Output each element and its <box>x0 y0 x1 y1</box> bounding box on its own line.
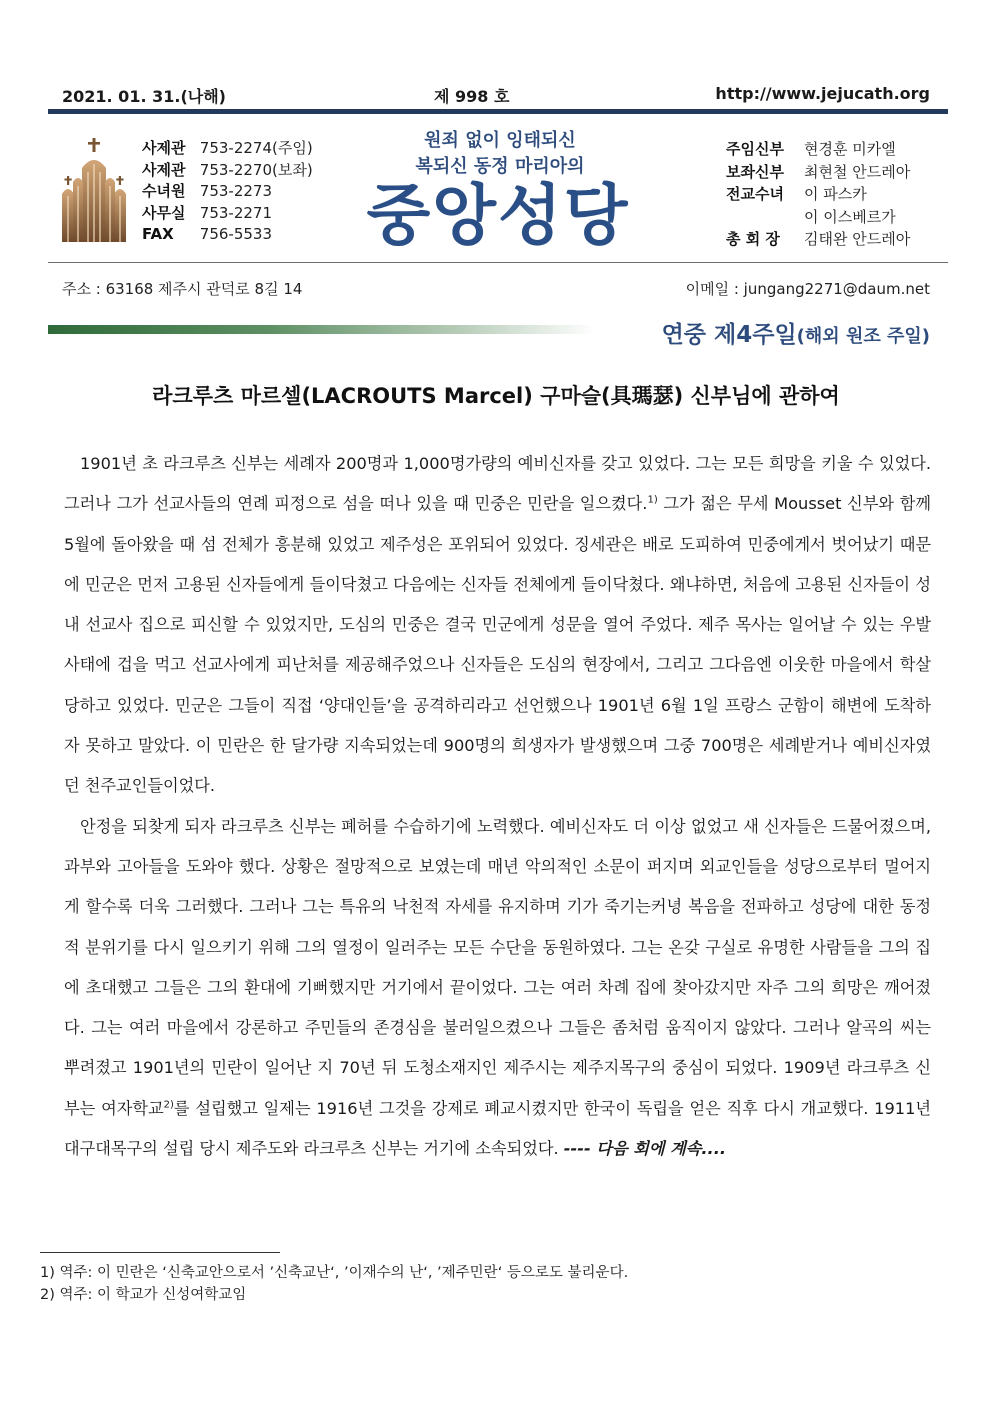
contact-number: 753-2271 <box>199 203 272 222</box>
clergy-role: 전교수녀 <box>726 185 784 203</box>
motto-line: 원죄 없이 잉태되신 <box>424 130 576 151</box>
contact-label: 사제관 <box>142 160 186 179</box>
contact-row <box>142 181 313 203</box>
clergy-list <box>726 138 910 251</box>
clergy-row <box>726 138 910 161</box>
clergy-name: 현경훈 미카엘 <box>804 140 896 158</box>
clergy-row <box>726 228 910 251</box>
header-divider <box>48 262 948 263</box>
website-link[interactable]: http://www.jejucath.org <box>715 84 930 103</box>
article-paragraph <box>64 444 931 807</box>
church-logo-icon <box>58 138 130 242</box>
church-name: 중앙성당 <box>366 177 630 254</box>
footnotes <box>40 1262 628 1306</box>
paragraph-text: 안정을 되찾게 되자 라크루츠 신부는 폐허를 수습하기에 노력했다. 예비신자도 더 이상 없었고 새 신자들은 드물어졌으며, 과부와 고아들을 도와야 했다. 상황은 절망적으로 보였는데 매년 악의적인 소문이 퍼지며 외교인들을 성당으로부터 멀어지게 할수록 더욱 그러했다. 그러나 그는 특유의 낙천적 자세를 유지하며 기가 죽기는커녕 복음을 전파하고 성당에 대한 동정적 분위기를 다시 일으키기 위해 그의 열정이 일러주는 모든 수단을 동원하였다. 그는 온갖 구실로 유명한 사람들을 그의 집에 초대했고 그들은 그의 환대에 기뻐했지만 거기에서 끝이었다. 그는 여러 차례 집에 찾아갔지만 자주 그의 희망은 깨어졌다. 그는 여러 마을에서 강론하고 주민들의 존경심을 불러일으켰으나 그들은 좀처럼 움직이지 않았다. 그러나 알곡의 씨는 뿌려졌고 1901년의 민란이 일어난 지 70년 뒤 도청소재지인 제주시는 제주지목구의 중심이 되었다. 1909년 라크루츠 신부는 여자학교 <box>64 816 931 1118</box>
issue-number: 제 998 호 <box>434 87 510 106</box>
contact-label: 수녀원 <box>142 182 186 200</box>
footnote-ref: 2) <box>163 1099 174 1111</box>
contact-row <box>142 224 313 246</box>
contact-row <box>142 203 313 225</box>
liturgical-sunday <box>662 316 930 349</box>
decorative-gradient-bar <box>48 325 596 334</box>
contact-label: 사제관 <box>142 139 186 157</box>
clergy-name: 이 이스베르가 <box>804 207 896 226</box>
paragraph-text: 그가 젊은 무세 Mousset 신부와 함께 5월에 돌아왔을 때 섬 전체가 흥분해 있었고 제주성은 포위되어 있었다. 징세관은 배로 도피하여 민중에게서 벗어났기 때문에 민군은 먼저 고용된 신자들에게 들이닥쳤고 다음에는 신자들 전체에게 들이닥쳤다. 왜냐하면, 처음에 고용된 신자들이 성내 선교사 집으로 피신할 수 있었지만, 도심의 민중은 결국 민군에게 성문을 열어 주었다. 제주 목사는 일어날 수 있는 우발사태에 겁을 먹고 선교사에게 피난처를 제공해주었으나 신자들은 도심의 현장에서, 그리고 그다음엔 이웃한 마을에서 학살당하고 있었다. 민군은 그들이 직접 ‘양대인들’을 공격하리라고 선언했으나 1901년 6월 1일 프랑스 군함이 해변에 도착하자 못하고 말았다. 이 민란은 한 달가량 지속되었는데 900명의 희생자가 발생했으며 그중 700명은 세례받거나 예비신자였던 천주교인들이었다. <box>64 494 931 796</box>
contact-label: 사무실 <box>142 203 186 222</box>
contact-number: 753-2270(보좌) <box>199 160 313 179</box>
contact-row <box>142 160 313 182</box>
masthead-divider <box>48 109 948 114</box>
contact-number: 753-2274(주임) <box>199 139 313 157</box>
motto-line: 복되신 동정 마리아의 <box>415 156 585 177</box>
clergy-name: 최현철 안드레아 <box>804 162 911 181</box>
clergy-row <box>726 183 910 206</box>
article-paragraph <box>64 807 931 1170</box>
clergy-name: 김태완 안드레아 <box>804 230 911 248</box>
clergy-role: 총 회 장 <box>726 230 780 248</box>
clergy-name: 이 파스카 <box>804 185 867 203</box>
to-be-continued: ---- 다음 회에 계속.... <box>563 1139 726 1159</box>
contact-number: 756-5533 <box>199 225 272 243</box>
contact-row <box>142 138 313 160</box>
footnote-divider <box>40 1252 280 1253</box>
church-email[interactable]: 이메일 : jungang2271@daum.net <box>685 280 930 298</box>
sunday-title: 연중 제4주일 <box>661 322 797 348</box>
clergy-row <box>726 161 910 184</box>
clergy-role: 보좌신부 <box>726 162 784 181</box>
contact-label: FAX <box>142 225 174 243</box>
article-title: 라크루츠 마르셀(LACROUTS Marcel) 구마슬(具瑪瑟) 신부님에 관하여 <box>152 384 840 408</box>
church-address: 주소 : 63168 제주시 관덕로 8길 14 <box>62 280 303 298</box>
contact-list <box>142 138 313 246</box>
footnote-ref: 1) <box>647 494 658 506</box>
issue-date: 2021. 01. 31.(나해) <box>62 87 226 106</box>
footnote: 1) 역주: 이 민란은 ‘신축교안으로서 ’신축교난‘, ’이재수의 난‘, ’제주민란‘ 등으로도 불리운다. <box>40 1265 629 1281</box>
paragraph-text: 1901년 초 라크루츠 신부는 세례자 200명과 1,000명가량의 예비신자를 갖고 있었다. 그는 모든 희망을 키울 수 있었다. 그러나 그가 선교사들의 연례 피정으로 섬을 떠나 있을 때 민중은 민란을 일으켰다. <box>64 454 931 514</box>
church-motto <box>330 128 670 180</box>
clergy-role: 주임신부 <box>726 140 784 158</box>
article-body <box>64 444 931 1169</box>
footnote: 2) 역주: 이 학교가 신성여학교임 <box>40 1287 247 1303</box>
sunday-subtitle: (해외 원조 주일) <box>796 326 930 347</box>
paragraph-text: 를 설립했고 일제는 1916년 그것을 강제로 폐교시켰지만 한국이 독립을 얻은 직후 다시 개교했다. 1911년 대구대목구의 설립 당시 제주도와 라크루츠 신부는 거기에 소속되었다. <box>64 1098 932 1159</box>
clergy-row <box>726 206 910 229</box>
contact-number: 753-2273 <box>199 182 272 200</box>
